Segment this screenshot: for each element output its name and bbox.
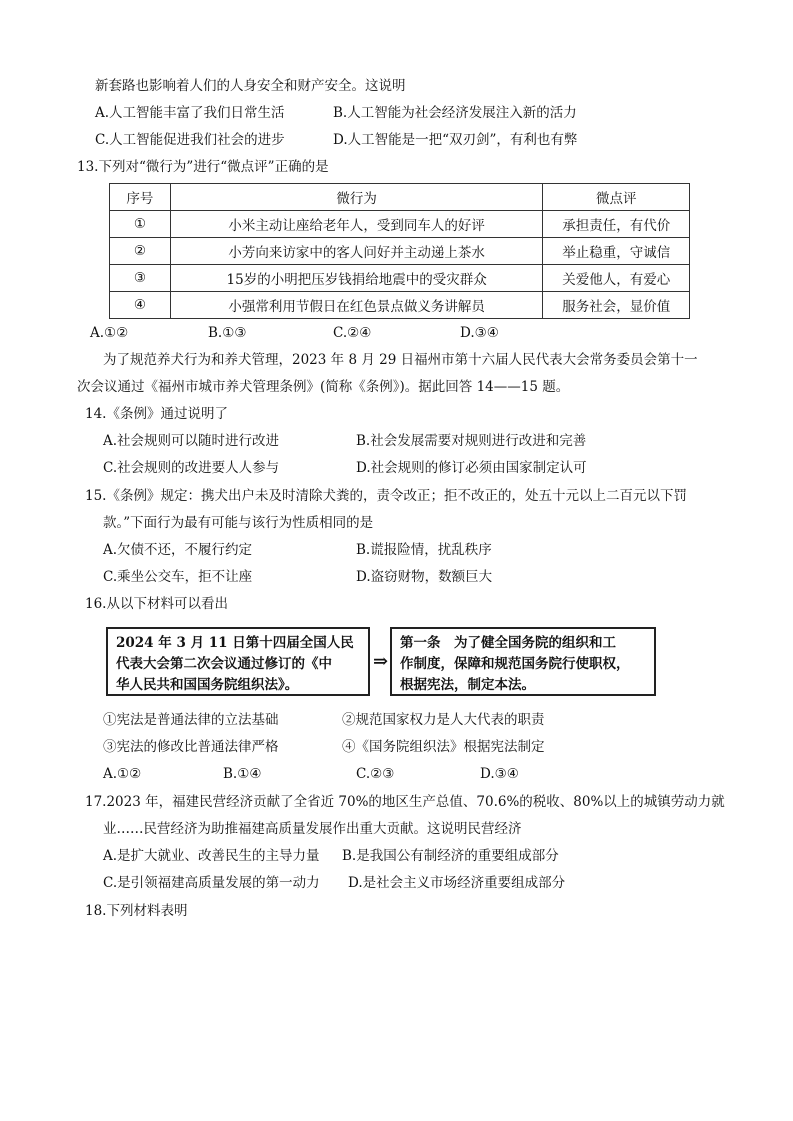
table-header: 微行为 [170, 184, 543, 211]
table-cell: 小强常利用节假日在红色景点做义务讲解员 [170, 292, 543, 319]
table-row [110, 238, 690, 265]
q12-option-b: B.人工智能为社会经济发展注入新的活力 [333, 105, 577, 121]
q12-option-c: C.人工智能促进我们社会的进步 [95, 132, 285, 148]
box-text-line: 2024 年 3 月 11 日第十四届全国人民 [116, 635, 354, 651]
table-cell: 服务社会，显价值 [543, 292, 690, 319]
table-cell: ① [110, 211, 171, 238]
q15-option-b: B.谎报险情，扰乱秩序 [356, 542, 492, 558]
table-cell: 小芳向来访家中的客人问好并主动递上茶水 [170, 238, 543, 265]
q16-option-a: A.①② [103, 766, 142, 782]
q17-stem-line2: 业……民营经济为助推福建高质量发展作出重大贡献。这说明民营经济 [103, 821, 522, 837]
q17-stem-line1: 17.2023 年，福建民营经济贡献了全省近 70%的地区生产总值、70.6%的税收、80%以上的城镇劳动力就 [85, 794, 725, 810]
table-cell: ② [110, 238, 171, 265]
table-row [110, 211, 690, 238]
table-cell: 小米主动让座给老年人，受到同车人的好评 [170, 211, 543, 238]
material-intro-line2: 次会议通过《福州市城市养犬管理条例》(简称《条例》)。据此回答 14——15 题。 [77, 379, 570, 395]
table-cell: 举止稳重，守诚信 [543, 238, 690, 265]
q16-option-c: C.②③ [356, 766, 395, 782]
table-row [110, 265, 690, 292]
q14-stem: 14.《条例》通过说明了 [85, 406, 228, 422]
table-cell: 承担责任，有代价 [543, 211, 690, 238]
q14-option-c: C.社会规则的改进要人人参与 [103, 460, 280, 476]
q14-option-a: A.社会规则可以随时进行改进 [103, 433, 280, 449]
q15-option-a: A.欠债不还，不履行约定 [103, 542, 253, 558]
q17-option-d: D.是社会主义市场经济重要组成部分 [348, 875, 566, 891]
q16-stem: 16.从以下材料可以看出 [85, 596, 228, 612]
table-cell: 关爱他人，有爱心 [543, 265, 690, 292]
box-text-line: 华人民共和国国务院组织法》。 [116, 677, 299, 693]
q13-stem: 13.下列对“微行为”进行“微点评”正确的是 [77, 159, 329, 175]
box-text-line: 第一条 为了健全国务院的组织和工 [400, 635, 616, 651]
q15-option-c: C.乘坐公交车，拒不让座 [103, 569, 253, 585]
q13-option-b: B.①③ [208, 325, 247, 341]
q17-option-a: A.是扩大就业、改善民生的主导力量 [103, 848, 320, 864]
material-box-right [390, 627, 656, 696]
material-box-left [106, 627, 370, 696]
q15-option-d: D.盗窃财物，数额巨大 [356, 569, 493, 585]
material-intro-line1: 为了规范养犬行为和养犬管理，2023 年 8 月 29 日福州市第十六届人民代表大会常务委员会第十一 [103, 352, 698, 368]
box-text-line: 作制度，保障和规范国务院行使职权， [400, 656, 630, 672]
q12-option-d: D.人工智能是一把“双刃剑”，有利也有弊 [333, 132, 578, 148]
q18-stem: 18.下列材料表明 [85, 903, 188, 919]
q13-table [109, 183, 690, 319]
table-row [110, 292, 690, 319]
q16-statement-3: ③宪法的修改比普通法律严格 [103, 739, 279, 755]
box-text-line: 根据宪法，制定本法。 [400, 677, 535, 693]
box-text-line: 代表大会第二次会议通过修订的《中 [116, 656, 332, 672]
q16-statement-1: ①宪法是普通法律的立法基础 [103, 712, 279, 728]
q16-option-b: B.①④ [223, 766, 262, 782]
q15-stem-line1: 15.《条例》规定：携犬出户未及时清除犬粪的，责令改正；拒不改正的，处五十元以上二百元以下罚 [85, 488, 687, 504]
table-cell: 15岁的小明把压岁钱捐给地震中的受灾群众 [170, 265, 543, 292]
q14-option-b: B.社会发展需要对规则进行改进和完善 [356, 433, 587, 449]
table-header: 微点评 [543, 184, 690, 211]
table-header: 序号 [110, 184, 171, 211]
q16-statement-2: ②规范国家权力是人大代表的职责 [342, 712, 545, 728]
q14-option-d: D.社会规则的修订必须由国家制定认可 [356, 460, 587, 476]
q17-option-c: C.是引领福建高质量发展的第一动力 [103, 875, 320, 891]
q13-option-d: D.③④ [460, 325, 499, 341]
q13-option-c: C.②④ [333, 325, 372, 341]
table-header-row [110, 184, 690, 211]
q15-stem-line2: 款。”下面行为最有可能与该行为性质相同的是 [103, 515, 374, 531]
right-arrow-icon: ⇒ [373, 651, 389, 672]
q16-option-d: D.③④ [480, 766, 519, 782]
q17-option-b: B.是我国公有制经济的重要组成部分 [342, 848, 559, 864]
table-cell: ③ [110, 265, 171, 292]
q12-option-a: A.人工智能丰富了我们日常生活 [95, 105, 285, 121]
q16-statement-4: ④《国务院组织法》根据宪法制定 [342, 739, 545, 755]
q13-option-a: A.①② [90, 325, 129, 341]
table-cell: ④ [110, 292, 171, 319]
q12-stem-continued: 新套路也影响着人们的人身安全和财产安全。这说明 [95, 78, 406, 94]
